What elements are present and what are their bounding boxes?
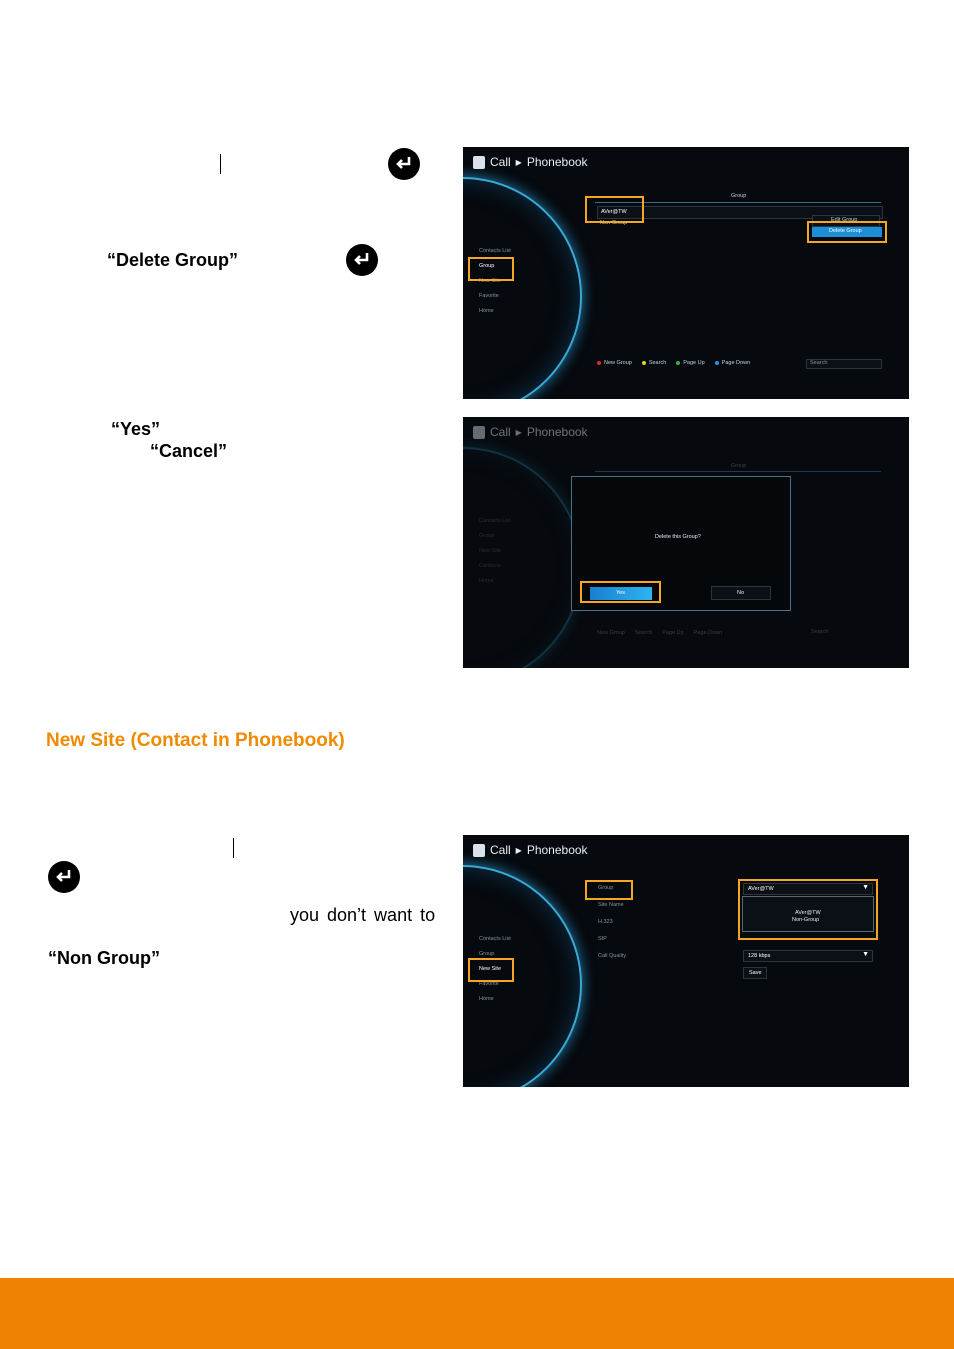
body-text-fragment: you don’t want to <box>290 905 436 925</box>
screenshot-new-site <box>463 835 909 1087</box>
screen-header <box>473 425 588 439</box>
text-cursor-mark <box>233 838 234 858</box>
yes-label: “Yes” <box>111 419 161 439</box>
header-call: Call <box>490 843 511 857</box>
text-cursor-mark <box>220 154 221 174</box>
header-phonebook: Phonebook <box>526 155 588 169</box>
delete-group-label: “Delete Group” <box>107 250 239 270</box>
group-row-non-group[interactable]: Non-Group <box>600 220 628 226</box>
decorative-arc <box>463 447 582 668</box>
yellow-key-icon <box>642 361 646 365</box>
highlight-box <box>468 958 514 982</box>
breadcrumb-arrow-icon: ▶ <box>515 427 522 437</box>
enter-key-icon <box>388 148 420 180</box>
green-key-icon <box>676 361 680 365</box>
field-label-call-quality: Call Quality <box>598 953 627 959</box>
dropdown-option[interactable]: Non-Group <box>792 917 820 923</box>
blue-key-icon <box>715 361 719 365</box>
menu-contacts-list[interactable]: Contacts List <box>479 248 511 254</box>
menu-home: Home <box>479 578 494 584</box>
menu-new-site: New Site <box>479 548 502 554</box>
section-title: New Site (Contact in Phonebook) <box>46 730 345 751</box>
breadcrumb-arrow-icon: ▶ <box>515 845 522 855</box>
enter-key-icon <box>48 861 80 893</box>
menu-contacts-list: Contacts List <box>479 518 511 524</box>
confirm-dialog <box>571 476 791 611</box>
screen-header <box>473 155 588 169</box>
menu-group: Group <box>479 533 495 539</box>
legend-search[interactable]: Search <box>642 360 666 366</box>
menu-home[interactable]: Home <box>479 996 494 1002</box>
highlight-box <box>585 196 644 223</box>
menu-new-site[interactable]: New Site <box>479 278 502 284</box>
menu-group[interactable]: Group <box>479 951 495 957</box>
field-label-group: Group <box>598 885 614 891</box>
header-call: Call <box>490 155 511 169</box>
menu-contacts: Contacts <box>479 563 501 569</box>
screen-header <box>473 843 588 857</box>
column-divider <box>595 471 881 472</box>
menu-group[interactable]: Group <box>479 263 495 269</box>
red-key-icon <box>597 361 601 365</box>
menu-favorite[interactable]: Favorite <box>479 981 499 987</box>
field-label-sip: SIP <box>598 936 607 942</box>
legend-page-up[interactable]: Page Up <box>676 360 704 366</box>
field-label-h323: H.323 <box>598 919 613 925</box>
dialog-message: Delete this Group? <box>655 534 701 540</box>
phonebook-icon <box>473 844 485 857</box>
dropdown-arrow-icon: ▼ <box>862 884 869 891</box>
menu-favorite[interactable]: Favorite <box>479 293 499 299</box>
cancel-label: “Cancel” <box>150 441 228 461</box>
popup-label: Edit Group <box>831 217 858 223</box>
field-label-site-name: Site Name <box>598 902 624 908</box>
key-legend <box>597 360 750 366</box>
menu-home[interactable]: Home <box>479 308 494 314</box>
footer-band <box>0 1278 954 1349</box>
breadcrumb-arrow-icon: ▶ <box>515 157 522 167</box>
non-group-label: “Non Group” <box>48 948 160 968</box>
save-button[interactable]: Save <box>743 967 767 979</box>
phonebook-icon <box>473 426 485 439</box>
screenshot-delete-group-menu <box>463 147 909 399</box>
call-quality-select[interactable]: 128 kbps ▼ <box>743 950 873 962</box>
menu-contacts-list[interactable]: Contacts List <box>479 936 511 942</box>
header-call: Call <box>490 425 511 439</box>
decorative-arc <box>463 177 582 399</box>
no-button[interactable]: No <box>711 586 771 600</box>
screenshot-delete-confirm <box>463 417 909 668</box>
header-phonebook: Phonebook <box>526 843 588 857</box>
enter-key-icon <box>346 244 378 276</box>
legend-new-group[interactable]: New Group <box>597 360 632 366</box>
search-input[interactable]: Search <box>806 359 882 369</box>
legend-page-down[interactable]: Page Down <box>715 360 750 366</box>
column-header-group: Group <box>731 193 747 199</box>
yes-button[interactable]: Yes <box>590 587 652 600</box>
highlight-box <box>580 581 661 603</box>
popup-label: Delete Group <box>829 228 862 234</box>
dropdown-option[interactable]: AVer@TW <box>795 910 821 916</box>
key-legend: New Group Search Page Up Page Down <box>597 630 723 636</box>
column-header-group: Group <box>731 463 747 469</box>
menu-new-site[interactable]: New Site <box>479 966 502 972</box>
dropdown-arrow-icon: ▼ <box>862 951 869 958</box>
header-phonebook: Phonebook <box>526 425 588 439</box>
group-select[interactable]: AVer@TW ▼ <box>743 883 873 895</box>
highlight-box <box>738 879 878 940</box>
highlight-box <box>585 880 633 900</box>
highlight-box <box>807 221 887 243</box>
row-label: AVer@TW <box>601 209 627 215</box>
search-input: Search <box>811 629 829 635</box>
highlight-box <box>468 257 514 281</box>
phonebook-icon <box>473 156 485 169</box>
